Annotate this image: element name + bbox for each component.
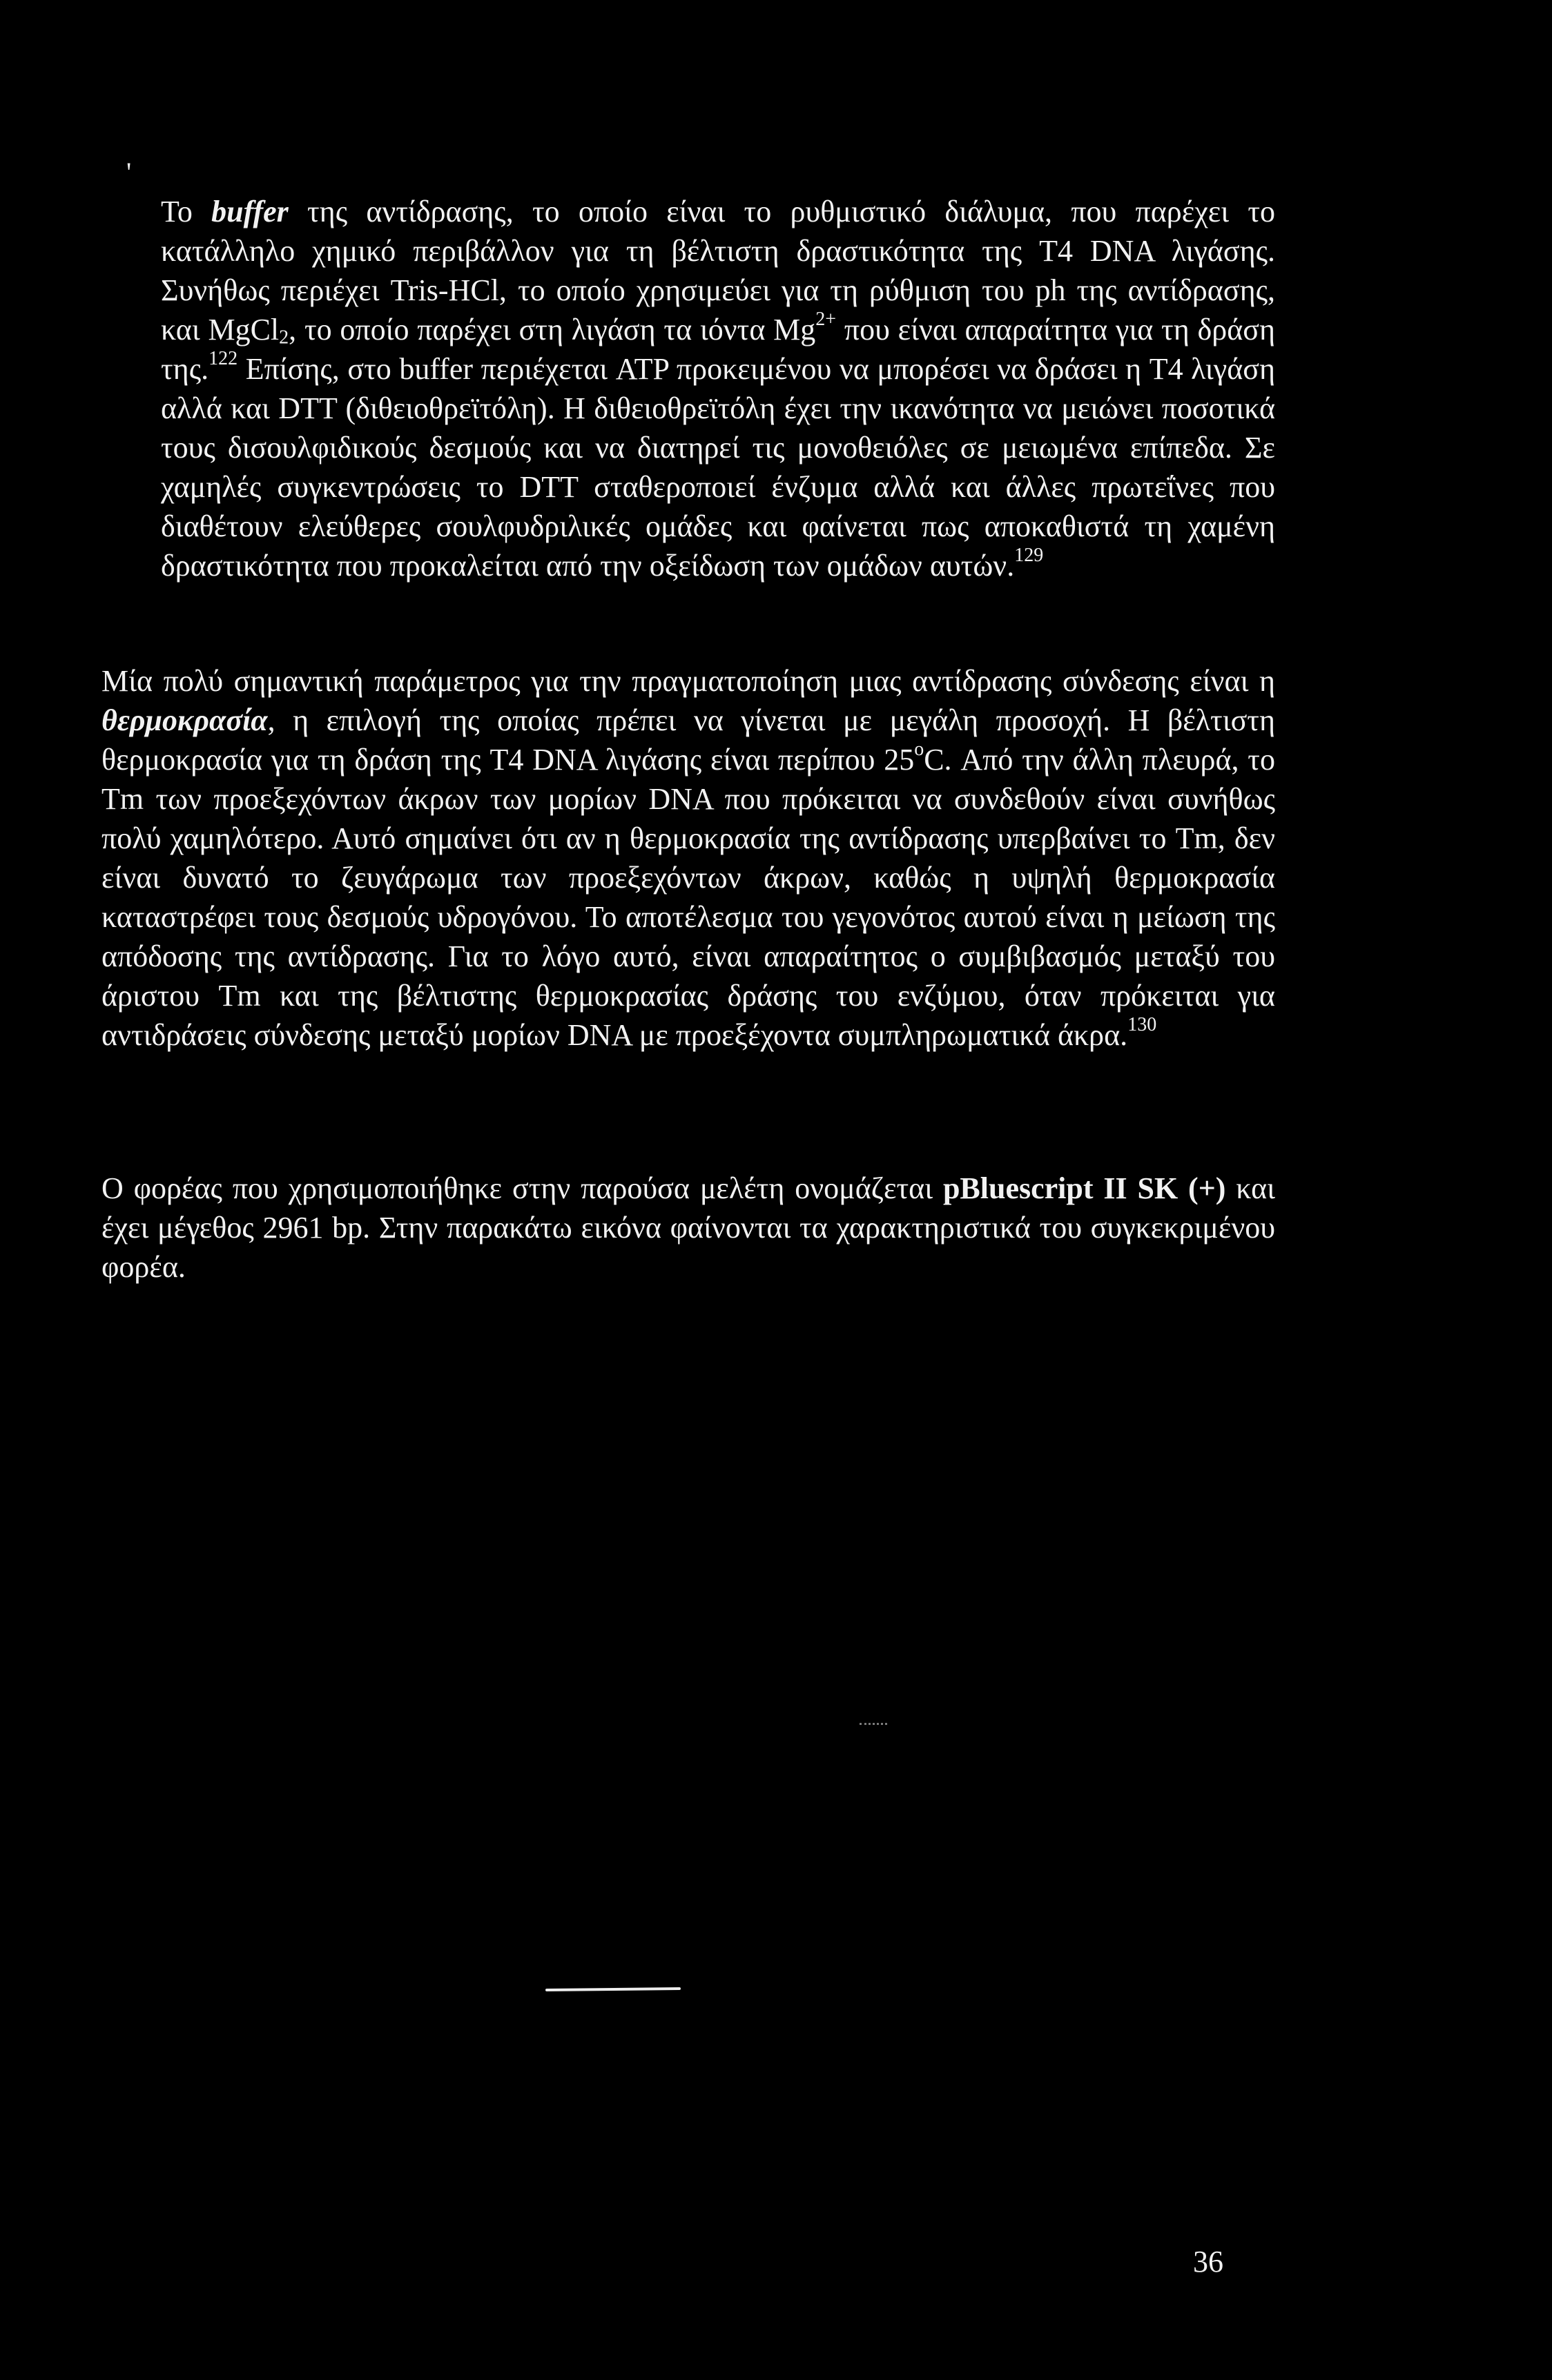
page-number: 36 bbox=[1193, 2245, 1223, 2279]
text-run: που είναι απαραίτητα για τη δράση της. bbox=[161, 313, 1275, 386]
scan-speck bbox=[860, 1723, 887, 1727]
text-run: C. Από την άλλη πλευρά, το Tm των προεξεχόντων άκρων των μορίων DNA που πρόκειται να συνδεθούν είναι συνήθως πολύ χαμηλότερο. Αυτό σημαίνει ότι αν η θερμοκρασία της αντίδρασης υπερβαίνει το Tm, δεν είναι δυνατό το ζευγάρωμα των προεξεχόντων άκρων, καθώς η υψηλή θερμοκρασία καταστρέφει τους δεσμούς υδρογόνου. Το αποτέλεσμα του γεγονότος αυτού είναι η μείωση της απόδοσης της αντίδρασης. Για το λόγο αυτό, είναι απαραίτητος ο συμβιβασμός μεταξύ του άριστου Tm και της βέλτιστης θερμοκρασίας δράσης του ενζύμου, όταν πρόκειται για αντιδράσεις σύνδεσης μεταξύ μορίων DNA με προεξέχοντα συμπληρωματικά άκρα. bbox=[101, 743, 1275, 1052]
citation-ref: 122 bbox=[208, 348, 238, 369]
citation-ref: 129 bbox=[1014, 545, 1044, 566]
degree-superscript: o bbox=[914, 739, 924, 760]
vector-name: pBluescript II SK (+) bbox=[942, 1171, 1226, 1205]
text-run: Το bbox=[161, 195, 212, 228]
paragraph-temperature bbox=[101, 661, 1275, 1055]
text-run: , η επιλογή της οποίας πρέπει να γίνεται με μεγάλη προσοχή. Η βέλτιστη θερμοκρασία για τη δράση της T4 DNA λιγάσης είναι περίπου 25 bbox=[101, 703, 1275, 777]
text-run: και έχει μέγεθος 2961 bp. Στην παρακάτω εικόνα φαίνονται τα χαρακτηριστικά του συγκεκριμένου φορέα. bbox=[101, 1171, 1275, 1284]
citation-ref: 130 bbox=[1127, 1014, 1157, 1035]
text-run: Ο φορέας που χρησιμοποιήθηκε στην παρούσα μελέτη ονομάζεται bbox=[101, 1171, 943, 1205]
paragraph-vector bbox=[101, 1169, 1275, 1287]
scan-line-artifact bbox=[545, 1987, 681, 1991]
text-run: , το οποίο παρέχει στη λιγάση τα ιόντα Mg bbox=[289, 313, 816, 347]
text-run: Επίσης, στο buffer περιέχεται ATP προκειμένου να μπορέσει να δράσει η T4 λιγάση αλλά και DTT (διθειοθρεϊτόλη). Η διθειοθρεϊτόλη έχει την ικανότητα να μειώνει ποσοτικά τους δισουλφιδικούς δεσμούς και να διατηρεί τις μονοθειόλες σε μειωμένα επίπεδα. Σε χαμηλές συγκεντρώσεις το DTT σταθεροποιεί ένζυμα αλλά και άλλες πρωτεΐνες που διαθέτουν ελεύθερες σουλφυδριλικές ομάδες και φαίνεται πως αποκαθιστά τη χαμένη δραστικότητα που προκαλείται από την οξείδωση των ομάδων αυτών. bbox=[161, 352, 1275, 583]
text-run: της αντίδρασης, το οποίο είναι το ρυθμιστικό διάλυμα, που παρέχει το κατάλληλο χημικό περιβάλλον για τη βέλτιστη δραστικότητα της T4 DNA λιγάσης. Συνήθως περιέχει Tris-HCl, το οποίο χρησιμεύει για τη ρύθμιση του ph της αντίδρασης, και MgCl bbox=[161, 195, 1275, 347]
temperature-term: θερμοκρασία bbox=[101, 703, 268, 737]
buffer-term: buffer bbox=[211, 195, 289, 228]
stray-mark: ' bbox=[126, 157, 132, 188]
text-run: Μία πολύ σημαντική παράμετρος για την πραγματοποίηση μιας αντίδρασης σύνδεσης είναι η bbox=[101, 664, 1275, 698]
subscript: 2 bbox=[279, 326, 289, 349]
superscript: 2+ bbox=[815, 309, 837, 330]
paragraph-buffer bbox=[161, 192, 1275, 585]
